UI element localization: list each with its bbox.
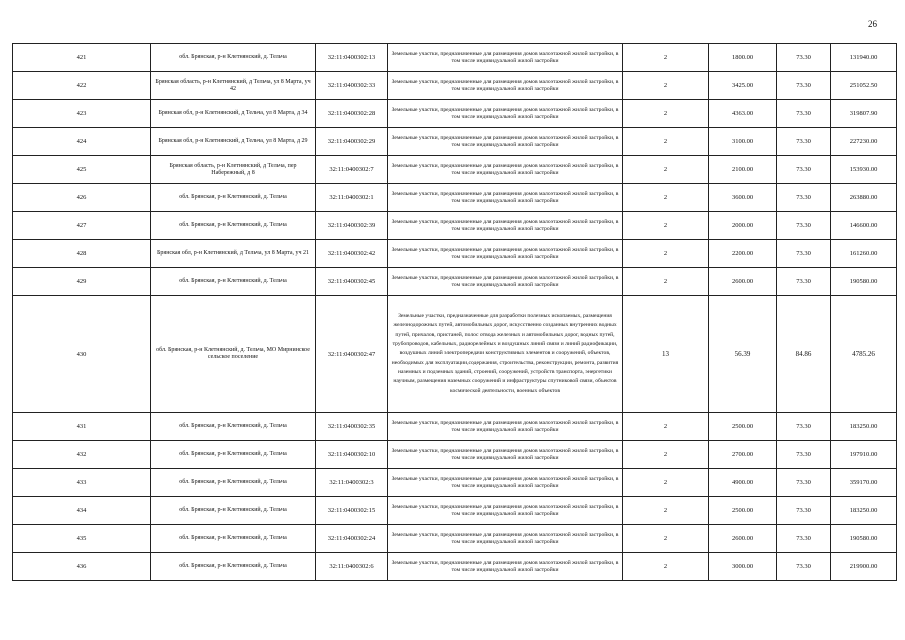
cadastral-number-cell: 32:11:0400302:35 (316, 413, 388, 441)
cadastral-number-cell: 32:11:0400302:45 (316, 268, 388, 296)
address-cell: обл. Брянская, р-н Клетнянский, д. Тельча (151, 525, 316, 553)
category-cell: 2 (623, 72, 709, 100)
rate-cell: 73.30 (777, 240, 831, 268)
rate-cell: 73.30 (777, 44, 831, 72)
address-cell: обл. Брянская, р-н Клетнянский, д. Тельча (151, 44, 316, 72)
area-cell: 2100.00 (709, 156, 777, 184)
land-use-cell: Земельные участки, предназначенные для размещения домов малоэтажной жилой застройки, в том числе индивидуальной жилой застройки (388, 240, 623, 268)
land-use-cell: Земельные участки, предназначенные для размещения домов малоэтажной жилой застройки, в том числе индивидуальной жилой застройки (388, 100, 623, 128)
rate-cell: 73.30 (777, 268, 831, 296)
page-number: 26 (868, 19, 877, 29)
land-use-cell: Земельные участки, предназначенные для размещения домов малоэтажной жилой застройки, в том числе индивидуальной жилой застройки (388, 469, 623, 497)
table-row (13, 296, 897, 413)
area-cell: 2500.00 (709, 413, 777, 441)
address-cell: Брянская обл, р-н Клетнянский, д Тельча, ул 8 Марта, д 34 (151, 100, 316, 128)
land-use-cell: Земельные участки, предназначенные для размещения домов малоэтажной жилой застройки, в том числе индивидуальной жилой застройки (388, 497, 623, 525)
area-cell: 2200.00 (709, 240, 777, 268)
cadastral-value-cell: 319807.90 (831, 100, 897, 128)
rate-cell: 73.30 (777, 525, 831, 553)
address-cell: обл. Брянская, р-н Клетнянский, д. Тельча (151, 413, 316, 441)
row-number: 430 (13, 296, 151, 413)
address-cell: Брянская область, р-н Клетнянский, д Тельча, ул 8 Марта, уч 42 (151, 72, 316, 100)
row-number: 432 (13, 441, 151, 469)
cadastral-number-cell: 32:11:0400302:42 (316, 240, 388, 268)
area-cell: 3600.00 (709, 184, 777, 212)
row-number: 429 (13, 268, 151, 296)
cadastral-number-cell: 32:11:0400302:15 (316, 497, 388, 525)
cadastral-number-cell: 32:11:0400302:29 (316, 128, 388, 156)
land-use-cell: Земельные участки, предназначенные для размещения домов малоэтажной жилой застройки, в том числе индивидуальной жилой застройки (388, 72, 623, 100)
cadastral-value-cell: 146600.00 (831, 212, 897, 240)
area-cell: 3100.00 (709, 128, 777, 156)
land-use-cell: Земельные участки, предназначенные для размещения домов малоэтажной жилой застройки, в том числе индивидуальной жилой застройки (388, 44, 623, 72)
table-row (13, 525, 897, 553)
table-row (13, 72, 897, 100)
area-cell: 2600.00 (709, 268, 777, 296)
land-use-cell: Земельные участки, предназначенные для размещения домов малоэтажной жилой застройки, в том числе индивидуальной жилой застройки (388, 128, 623, 156)
row-number: 435 (13, 525, 151, 553)
row-number: 431 (13, 413, 151, 441)
address-cell: обл. Брянская, р-н Клетнянский, д. Тельча (151, 268, 316, 296)
rate-cell: 73.30 (777, 413, 831, 441)
land-use-cell: Земельные участки, предназначенные для размещения домов малоэтажной жилой застройки, в том числе индивидуальной жилой застройки (388, 413, 623, 441)
table-row (13, 497, 897, 525)
cadastral-value-cell: 4785.26 (831, 296, 897, 413)
row-number: 433 (13, 469, 151, 497)
rate-cell: 73.30 (777, 156, 831, 184)
category-cell: 2 (623, 469, 709, 497)
land-use-cell: Земельные участки, предназначенные для разработки полезных ископаемых, размещения железнодорожных путей, автомобильных дорог, искусственно созданных внутренних водных путей, причалов, пристаней, полос отвода железных и автомобильных дорог, водных путей, трубопроводов, кабельных, радиорелейных и воздушных линий связи и линий радиофикации, воздушных линий электропередачи конструктивных элементов и сооружений, объектов, необходимых для эксплуатации,содержания, строительства, реконструкции, ремонта, развития наземных и подземных зданий, строений, сооружений, устройств транспорта, энергетики научным, размещения наземных сооружений и инфраструктуры спутниковой связи, объектов космической деятельности, военных объектов (388, 296, 623, 413)
category-cell: 2 (623, 240, 709, 268)
area-cell: 4363.00 (709, 100, 777, 128)
cadastral-value-cell: 251052.50 (831, 72, 897, 100)
row-number: 423 (13, 100, 151, 128)
cadastral-value-cell: 183250.00 (831, 413, 897, 441)
table-row (13, 553, 897, 581)
rate-cell: 73.30 (777, 72, 831, 100)
area-cell: 3000.00 (709, 553, 777, 581)
table-row (13, 441, 897, 469)
cadastral-number-cell: 32:11:0400302:28 (316, 100, 388, 128)
row-number: 434 (13, 497, 151, 525)
table-row (13, 413, 897, 441)
row-number: 424 (13, 128, 151, 156)
cadastral-value-cell: 190580.00 (831, 268, 897, 296)
cadastral-number-cell: 32:11:0400302:13 (316, 44, 388, 72)
cadastral-number-cell: 32:11:0400302:6 (316, 553, 388, 581)
address-cell: обл. Брянская, р-н Клетнянский, д. Тельча (151, 184, 316, 212)
table-row (13, 469, 897, 497)
cadastral-value-cell: 183250.00 (831, 497, 897, 525)
category-cell: 2 (623, 413, 709, 441)
table-body (13, 44, 897, 581)
area-cell: 1800.00 (709, 44, 777, 72)
rate-cell: 73.30 (777, 469, 831, 497)
table-row (13, 212, 897, 240)
area-cell: 2500.00 (709, 497, 777, 525)
cadastral-value-cell: 197910.00 (831, 441, 897, 469)
area-cell: 2600.00 (709, 525, 777, 553)
land-use-cell: Земельные участки, предназначенные для размещения домов малоэтажной жилой застройки, в том числе индивидуальной жилой застройки (388, 268, 623, 296)
land-use-cell: Земельные участки, предназначенные для размещения домов малоэтажной жилой застройки, в том числе индивидуальной жилой застройки (388, 553, 623, 581)
cadastral-number-cell: 32:11:0400302:39 (316, 212, 388, 240)
area-cell: 2700.00 (709, 441, 777, 469)
row-number: 421 (13, 44, 151, 72)
category-cell: 2 (623, 184, 709, 212)
row-number: 422 (13, 72, 151, 100)
cadastral-number-cell: 32:11:0400302:7 (316, 156, 388, 184)
category-cell: 2 (623, 497, 709, 525)
land-use-cell: Земельные участки, предназначенные для размещения домов малоэтажной жилой застройки, в том числе индивидуальной жилой застройки (388, 156, 623, 184)
rate-cell: 73.30 (777, 441, 831, 469)
cadastral-value-cell: 153930.00 (831, 156, 897, 184)
rate-cell: 73.30 (777, 212, 831, 240)
cadastral-value-cell: 359170.00 (831, 469, 897, 497)
category-cell: 2 (623, 553, 709, 581)
rate-cell: 84.86 (777, 296, 831, 413)
table-row (13, 184, 897, 212)
table-row (13, 44, 897, 72)
cadastral-number-cell: 32:11:0400302:10 (316, 441, 388, 469)
category-cell: 2 (623, 525, 709, 553)
category-cell: 2 (623, 128, 709, 156)
cadastral-number-cell: 32:11:0400302:3 (316, 469, 388, 497)
address-cell: обл. Брянская, р-н Клетнянский, д. Тельча (151, 469, 316, 497)
land-registry-table (12, 43, 897, 581)
cadastral-number-cell: 32:11:0400302:24 (316, 525, 388, 553)
area-cell: 56.39 (709, 296, 777, 413)
table-row (13, 156, 897, 184)
area-cell: 3425.00 (709, 72, 777, 100)
address-cell: обл. Брянская, р-н Клетнянский, д. Тельча (151, 497, 316, 525)
address-cell: Брянская обл, р-н Клетнянский, д Тельча, ул 8 Марта, д 29 (151, 128, 316, 156)
rate-cell: 73.30 (777, 553, 831, 581)
category-cell: 2 (623, 156, 709, 184)
table-row (13, 240, 897, 268)
cadastral-value-cell: 227230.00 (831, 128, 897, 156)
row-number: 426 (13, 184, 151, 212)
address-cell: обл. Брянская, р-н Клетнянский, д. Тельча (151, 212, 316, 240)
area-cell: 2000.00 (709, 212, 777, 240)
address-cell: обл. Брянская, р-н Клетнянский, д. Тельча (151, 553, 316, 581)
address-cell: обл. Брянская, р-н Клетнянский, д. Тельча, МО Мирнинское сельское поселение (151, 296, 316, 413)
table-row (13, 100, 897, 128)
row-number: 436 (13, 553, 151, 581)
area-cell: 4900.00 (709, 469, 777, 497)
category-cell: 2 (623, 268, 709, 296)
category-cell: 2 (623, 100, 709, 128)
land-use-cell: Земельные участки, предназначенные для размещения домов малоэтажной жилой застройки, в том числе индивидуальной жилой застройки (388, 184, 623, 212)
table-row (13, 268, 897, 296)
address-cell: обл. Брянская, р-н Клетнянский, д. Тельча (151, 441, 316, 469)
row-number: 425 (13, 156, 151, 184)
land-use-cell: Земельные участки, предназначенные для размещения домов малоэтажной жилой застройки, в том числе индивидуальной жилой застройки (388, 525, 623, 553)
table-row (13, 128, 897, 156)
cadastral-value-cell: 219900.00 (831, 553, 897, 581)
cadastral-value-cell: 161260.00 (831, 240, 897, 268)
address-cell: Брянская область, р-н Клетнянский, д Тельча, пер Набережный, д 8 (151, 156, 316, 184)
address-cell: Брянская обл, р-н Клетнянский, д Тельча, ул 8 Марта, уч 21 (151, 240, 316, 268)
category-cell: 2 (623, 212, 709, 240)
rate-cell: 73.30 (777, 100, 831, 128)
cadastral-value-cell: 190580.00 (831, 525, 897, 553)
rate-cell: 73.30 (777, 128, 831, 156)
rate-cell: 73.30 (777, 497, 831, 525)
land-use-cell: Земельные участки, предназначенные для размещения домов малоэтажной жилой застройки, в том числе индивидуальной жилой застройки (388, 212, 623, 240)
cadastral-value-cell: 263880.00 (831, 184, 897, 212)
category-cell: 2 (623, 44, 709, 72)
cadastral-number-cell: 32:11:0400302:1 (316, 184, 388, 212)
rate-cell: 73.30 (777, 184, 831, 212)
row-number: 428 (13, 240, 151, 268)
category-cell: 2 (623, 441, 709, 469)
cadastral-number-cell: 32:11:0400302:33 (316, 72, 388, 100)
cadastral-number-cell: 32:11:0400302:47 (316, 296, 388, 413)
cadastral-value-cell: 131940.00 (831, 44, 897, 72)
category-cell: 13 (623, 296, 709, 413)
land-use-cell: Земельные участки, предназначенные для размещения домов малоэтажной жилой застройки, в том числе индивидуальной жилой застройки (388, 441, 623, 469)
row-number: 427 (13, 212, 151, 240)
